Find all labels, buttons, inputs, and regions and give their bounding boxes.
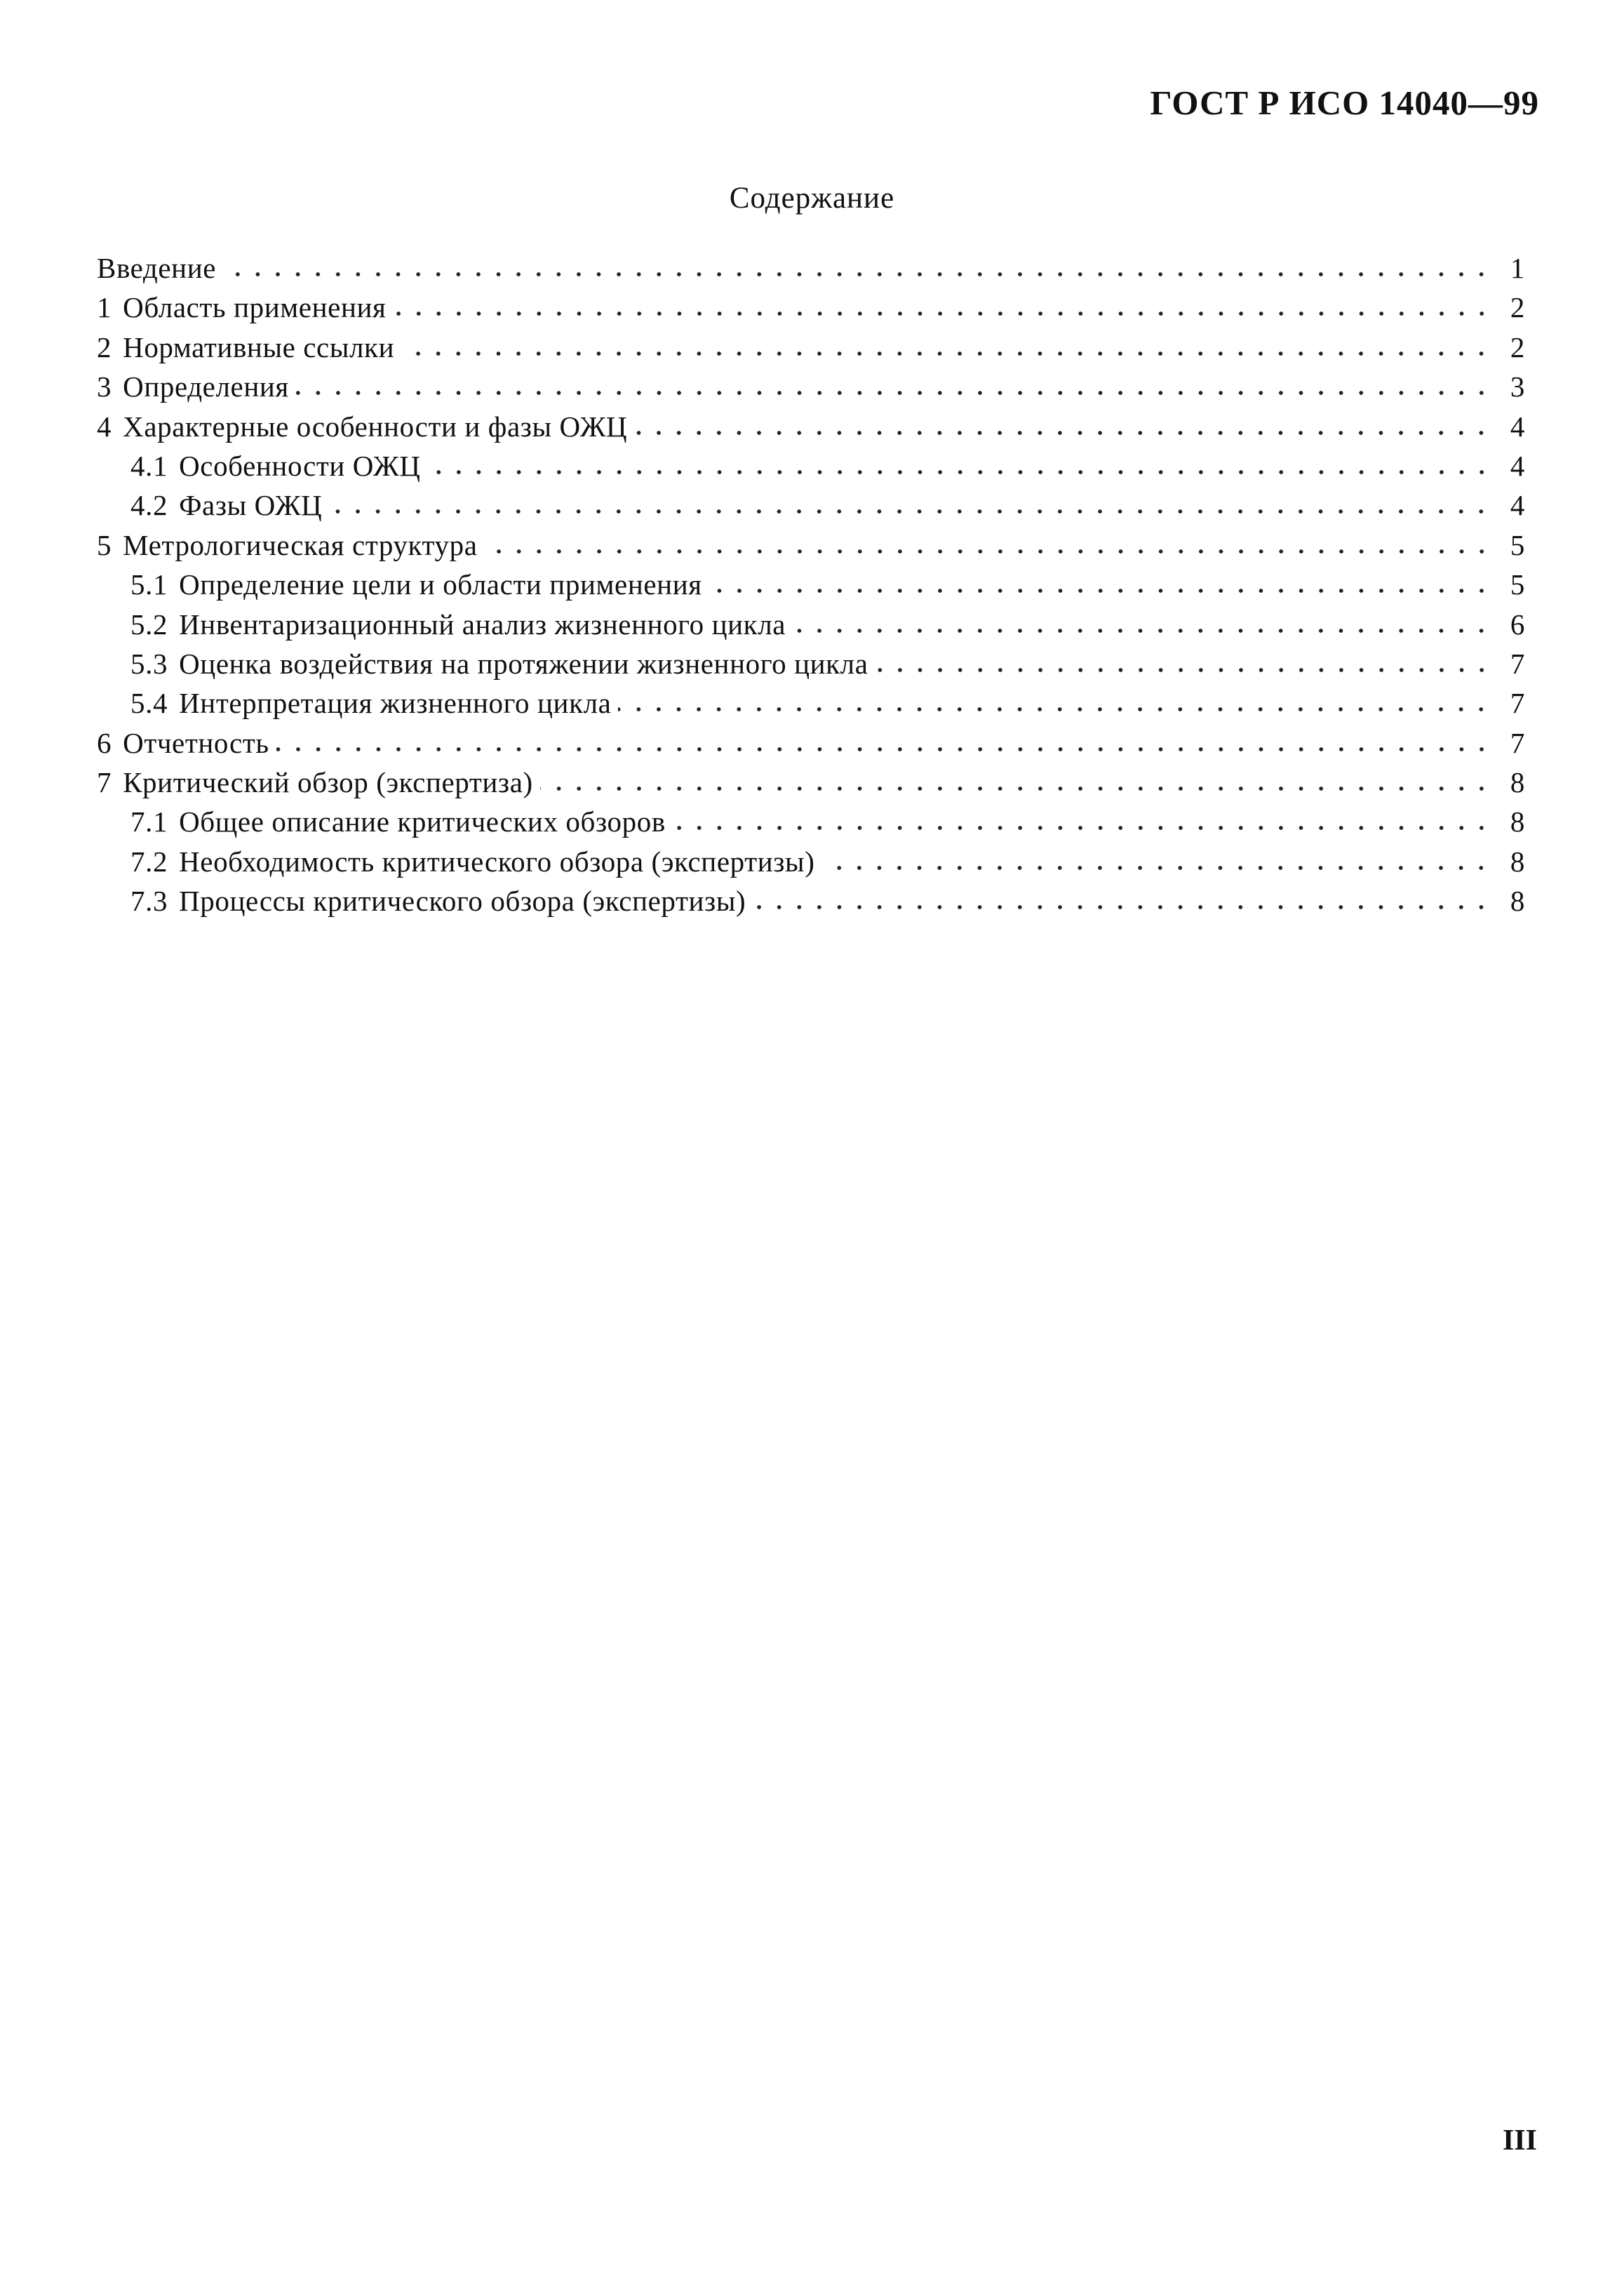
dot-leader bbox=[875, 667, 1491, 674]
toc-entry-number: 7.3 bbox=[130, 885, 168, 918]
toc-entry-number: 4.1 bbox=[130, 449, 168, 482]
toc-entry-number: 3 bbox=[97, 370, 112, 403]
toc-entry-label: Оценка воздействия на протяжении жизненного цикла bbox=[179, 647, 868, 680]
toc-entry-page: 8 bbox=[1510, 766, 1525, 799]
toc-entry[interactable] bbox=[97, 367, 1525, 406]
toc-entry-label: Фазы ОЖЦ bbox=[179, 489, 323, 522]
dot-leader bbox=[329, 508, 1491, 515]
page-number: III bbox=[1502, 2124, 1537, 2157]
toc-entry-label: Область применения bbox=[123, 291, 387, 324]
toc-entry-number: 6 bbox=[97, 726, 112, 759]
toc-entry[interactable] bbox=[97, 407, 1525, 446]
toc-entry-page: 7 bbox=[1510, 647, 1525, 680]
dot-leader bbox=[276, 746, 1491, 753]
toc-entry-page: 8 bbox=[1510, 845, 1525, 878]
toc-entry[interactable] bbox=[97, 881, 1525, 921]
toc-entry-number: 5.1 bbox=[130, 568, 168, 601]
dot-leader bbox=[634, 429, 1491, 436]
toc-entry-number: 7.2 bbox=[130, 845, 168, 878]
toc-entry-page: 7 bbox=[1510, 687, 1525, 720]
dot-leader bbox=[394, 310, 1492, 317]
toc-entry-label: Общее описание критических обзоров bbox=[179, 805, 666, 838]
toc-entry-number: 7.1 bbox=[130, 805, 168, 838]
toc-entry-page: 5 bbox=[1510, 568, 1525, 601]
toc-entry-page: 8 bbox=[1510, 805, 1525, 838]
toc-entry[interactable] bbox=[97, 446, 1525, 486]
dot-leader bbox=[709, 587, 1491, 594]
toc-entry-page: 4 bbox=[1510, 449, 1525, 482]
toc-entry[interactable] bbox=[97, 723, 1525, 763]
toc-entry[interactable] bbox=[97, 763, 1525, 802]
toc-entry-label: Характерные особенности и фазы ОЖЦ bbox=[123, 410, 628, 443]
toc-entry[interactable] bbox=[97, 526, 1525, 565]
toc-entry-number: 4.2 bbox=[130, 489, 168, 522]
toc-entry-label: Отчетность bbox=[123, 726, 269, 759]
toc-entry[interactable] bbox=[97, 683, 1525, 723]
toc-entry-number: 2 bbox=[97, 330, 112, 363]
toc-entry-page: 2 bbox=[1510, 330, 1525, 363]
toc-entry-page: 4 bbox=[1510, 410, 1525, 443]
toc-entry-page: 1 bbox=[1510, 252, 1525, 284]
toc-entry-label: Нормативные ссылки bbox=[123, 330, 395, 363]
toc-entry-page: 8 bbox=[1510, 885, 1525, 918]
toc-entry-label: Интерпретация жизненного цикла bbox=[179, 687, 612, 720]
toc-entry-page: 7 bbox=[1510, 726, 1525, 759]
dot-leader bbox=[485, 548, 1492, 555]
document-code: ГОСТ Р ИСО 14040—99 bbox=[1150, 83, 1539, 122]
dot-leader bbox=[821, 864, 1491, 871]
dot-leader bbox=[540, 785, 1491, 792]
dot-leader bbox=[673, 824, 1491, 831]
table-of-contents bbox=[97, 248, 1525, 921]
dot-leader bbox=[223, 271, 1491, 278]
toc-entry-label: Определение цели и области применения bbox=[179, 568, 702, 601]
dot-leader bbox=[618, 706, 1491, 713]
toc-entry[interactable] bbox=[97, 605, 1525, 644]
toc-entry-label: Процессы критического обзора (экспертизы) bbox=[179, 885, 746, 918]
toc-entry-label: Необходимость критического обзора (экспертизы) bbox=[179, 845, 815, 878]
toc-entry[interactable] bbox=[97, 644, 1525, 683]
toc-entry-label: Критический обзор (экспертиза) bbox=[123, 766, 533, 799]
toc-title: Содержание bbox=[729, 182, 895, 215]
toc-entry[interactable] bbox=[97, 328, 1525, 367]
dot-leader bbox=[401, 350, 1491, 357]
toc-entry-number: 5 bbox=[97, 528, 112, 561]
toc-entry-page: 3 bbox=[1510, 370, 1525, 403]
toc-entry-label: Введение bbox=[97, 252, 217, 284]
dot-leader bbox=[428, 469, 1491, 476]
toc-entry[interactable] bbox=[97, 288, 1525, 327]
toc-entry-number: 4 bbox=[97, 410, 112, 443]
toc-entry[interactable] bbox=[97, 248, 1525, 288]
dot-leader bbox=[793, 627, 1491, 634]
toc-entry[interactable] bbox=[97, 802, 1525, 841]
toc-entry-label: Особенности ОЖЦ bbox=[179, 449, 421, 482]
toc-entry-number: 5.2 bbox=[130, 608, 168, 641]
toc-entry-label: Метрологическая структура bbox=[123, 528, 478, 561]
toc-entry-number: 5.3 bbox=[130, 647, 168, 680]
toc-entry-number: 5.4 bbox=[130, 687, 168, 720]
toc-entry-number: 7 bbox=[97, 766, 112, 799]
toc-entry[interactable] bbox=[97, 565, 1525, 604]
toc-entry[interactable] bbox=[97, 842, 1525, 881]
toc-entry-page: 5 bbox=[1510, 528, 1525, 561]
dot-leader bbox=[296, 389, 1491, 396]
toc-entry-page: 2 bbox=[1510, 291, 1525, 324]
toc-entry[interactable] bbox=[97, 486, 1525, 525]
toc-entry-label: Определения bbox=[123, 370, 289, 403]
toc-entry-page: 6 bbox=[1510, 608, 1525, 641]
toc-entry-number: 1 bbox=[97, 291, 112, 324]
dot-leader bbox=[753, 904, 1491, 911]
toc-entry-label: Инвентаризационный анализ жизненного цикла bbox=[179, 608, 786, 641]
toc-entry-page: 4 bbox=[1510, 489, 1525, 522]
